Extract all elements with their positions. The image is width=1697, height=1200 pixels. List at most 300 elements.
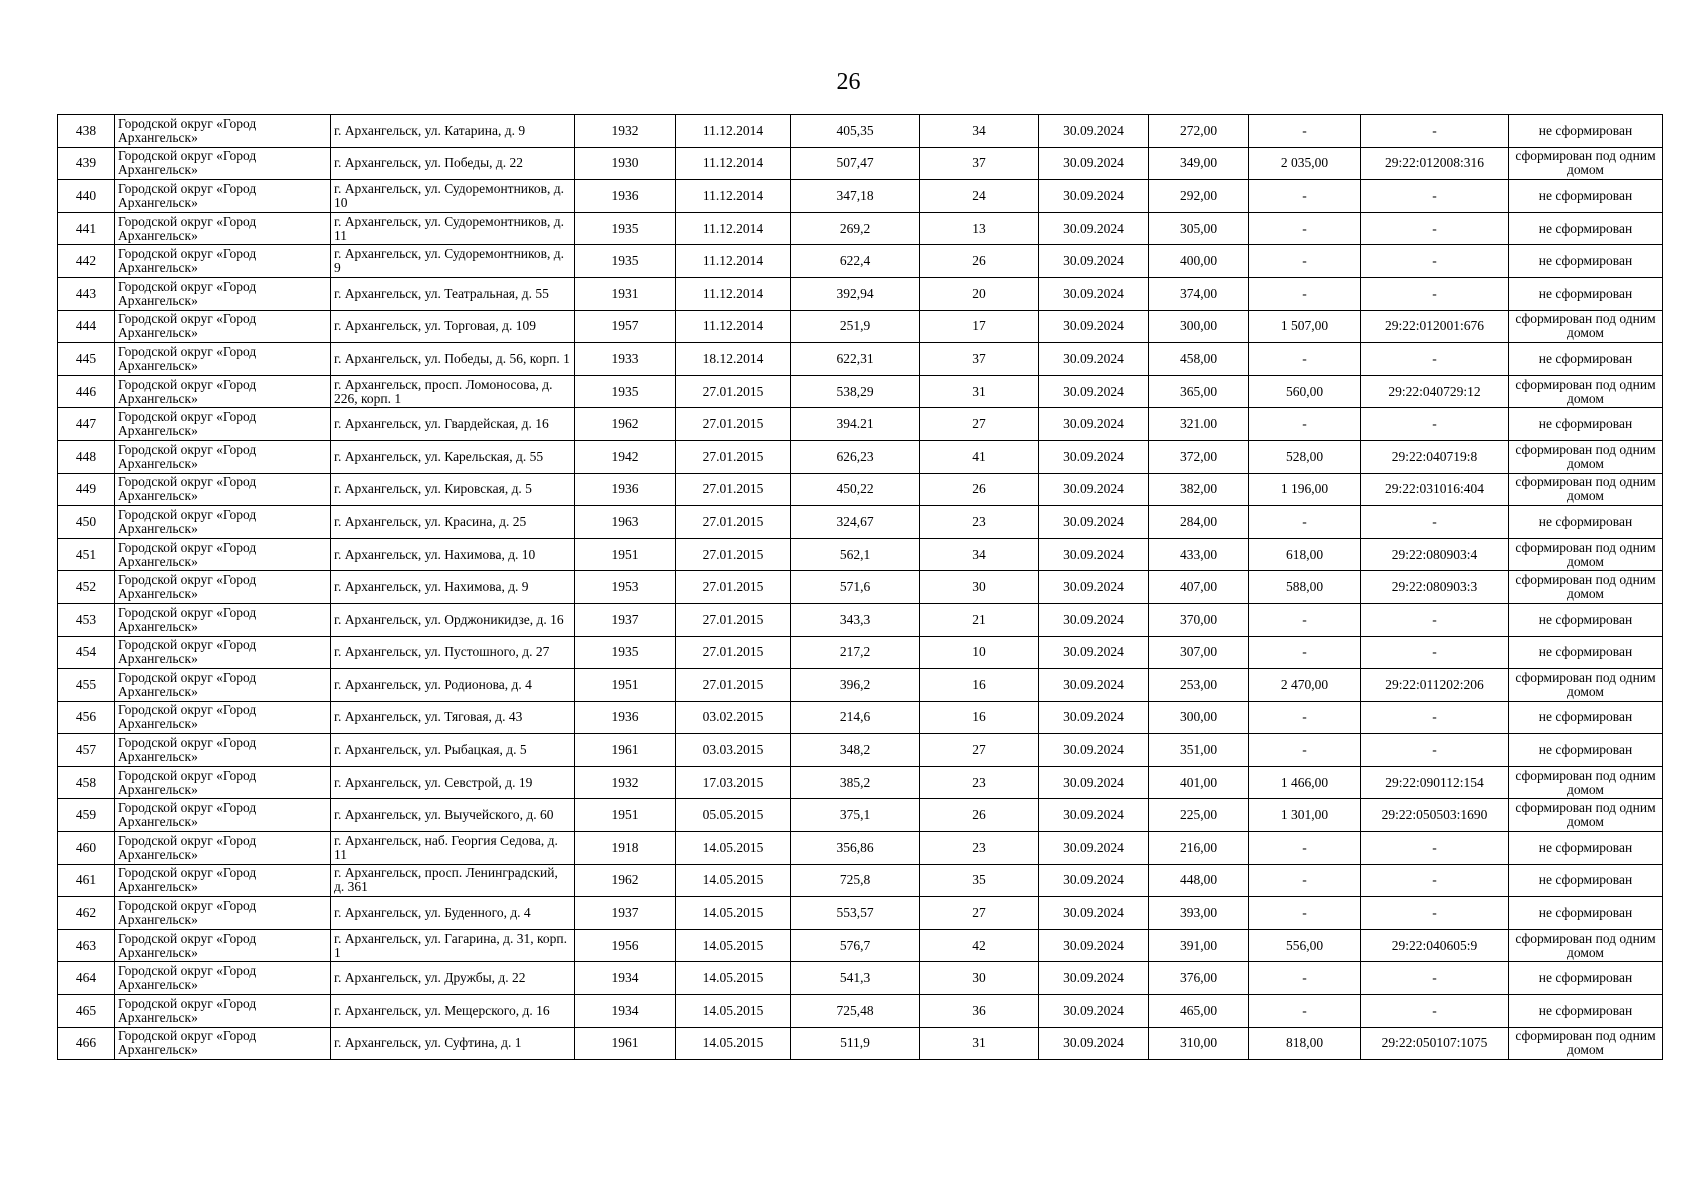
- cell-land-status: не сформирован: [1509, 864, 1663, 897]
- cell-residents: 16: [920, 701, 1039, 734]
- cell-land-status: сформирован под одним домом: [1509, 147, 1663, 180]
- cell-land-area: 216,00: [1149, 832, 1249, 865]
- cell-residents: 27: [920, 897, 1039, 930]
- cell-cadastral-number: -: [1361, 245, 1509, 278]
- cell-plot-area: 1 466,00: [1249, 766, 1361, 799]
- cell-row-number: 462: [58, 897, 115, 930]
- cell-land-status: не сформирован: [1509, 180, 1663, 213]
- cell-resettlement-date: 30.09.2024: [1039, 636, 1149, 669]
- cell-address: г. Архангельск, ул. Торговая, д. 109: [331, 310, 575, 343]
- cell-residents: 27: [920, 408, 1039, 441]
- table-row: [58, 147, 1663, 180]
- cell-municipality: Городской округ «Город Архангельск»: [115, 701, 331, 734]
- table-row: [58, 766, 1663, 799]
- cell-land-area: 448,00: [1149, 864, 1249, 897]
- cell-cadastral-number: 29:22:011202:206: [1361, 669, 1509, 702]
- cell-municipality: Городской округ «Город Архангельск»: [115, 473, 331, 506]
- cell-municipality: Городской округ «Город Архангельск»: [115, 669, 331, 702]
- cell-land-status: сформирован под одним домом: [1509, 571, 1663, 604]
- cell-resettlement-date: 30.09.2024: [1039, 408, 1149, 441]
- cell-municipality: Городской округ «Город Архангельск»: [115, 603, 331, 636]
- cell-land-status: сформирован под одним домом: [1509, 473, 1663, 506]
- cell-land-status: не сформирован: [1509, 832, 1663, 865]
- cell-land-status: не сформирован: [1509, 506, 1663, 539]
- cell-address: г. Архангельск, ул. Гагарина, д. 31, корп. 1: [331, 929, 575, 962]
- cell-cadastral-number: -: [1361, 212, 1509, 245]
- cell-row-number: 456: [58, 701, 115, 734]
- cell-plot-area: 588,00: [1249, 571, 1361, 604]
- cell-row-number: 451: [58, 538, 115, 571]
- cell-land-status: не сформирован: [1509, 212, 1663, 245]
- cell-resettlement-date: 30.09.2024: [1039, 343, 1149, 376]
- cell-residents: 13: [920, 212, 1039, 245]
- cell-land-area: 465,00: [1149, 995, 1249, 1028]
- cell-address: г. Архангельск, ул. Театральная, д. 55: [331, 277, 575, 310]
- cell-row-number: 463: [58, 929, 115, 962]
- cell-address: г. Архангельск, ул. Орджоникидзе, д. 16: [331, 603, 575, 636]
- housing-registry-table: [57, 114, 1663, 1060]
- cell-recognition-date: 11.12.2014: [676, 245, 791, 278]
- table-row: [58, 734, 1663, 767]
- cell-residents: 37: [920, 147, 1039, 180]
- cell-recognition-date: 27.01.2015: [676, 408, 791, 441]
- cell-row-number: 458: [58, 766, 115, 799]
- cell-municipality: Городской округ «Город Архангельск»: [115, 212, 331, 245]
- cell-resettlement-date: 30.09.2024: [1039, 277, 1149, 310]
- cell-row-number: 445: [58, 343, 115, 376]
- cell-plot-area: 556,00: [1249, 929, 1361, 962]
- cell-build-year: 1962: [575, 408, 676, 441]
- cell-address: г. Архангельск, ул. Судоремонтников, д. 10: [331, 180, 575, 213]
- cell-residents: 23: [920, 832, 1039, 865]
- cell-land-status: сформирован под одним домом: [1509, 669, 1663, 702]
- cell-municipality: Городской округ «Город Архангельск»: [115, 277, 331, 310]
- cell-total-area: 217,2: [791, 636, 920, 669]
- cell-residents: 37: [920, 343, 1039, 376]
- cell-land-status: не сформирован: [1509, 603, 1663, 636]
- cell-plot-area: -: [1249, 832, 1361, 865]
- cell-build-year: 1935: [575, 212, 676, 245]
- cell-recognition-date: 11.12.2014: [676, 180, 791, 213]
- cell-address: г. Архангельск, ул. Кировская, д. 5: [331, 473, 575, 506]
- cell-municipality: Городской округ «Город Архангельск»: [115, 766, 331, 799]
- cell-address: г. Архангельск, просп. Ломоносова, д. 226, корп. 1: [331, 375, 575, 408]
- cell-land-status: не сформирован: [1509, 343, 1663, 376]
- cell-resettlement-date: 30.09.2024: [1039, 1027, 1149, 1060]
- cell-recognition-date: 27.01.2015: [676, 440, 791, 473]
- cell-plot-area: -: [1249, 245, 1361, 278]
- cell-municipality: Городской округ «Город Архангельск»: [115, 147, 331, 180]
- cell-municipality: Городской округ «Город Архангельск»: [115, 115, 331, 148]
- cell-recognition-date: 18.12.2014: [676, 343, 791, 376]
- cell-municipality: Городской округ «Город Архангельск»: [115, 180, 331, 213]
- cell-resettlement-date: 30.09.2024: [1039, 701, 1149, 734]
- cell-total-area: 576,7: [791, 929, 920, 962]
- cell-residents: 26: [920, 473, 1039, 506]
- cell-resettlement-date: 30.09.2024: [1039, 799, 1149, 832]
- cell-address: г. Архангельск, ул. Победы, д. 22: [331, 147, 575, 180]
- cell-recognition-date: 14.05.2015: [676, 929, 791, 962]
- cell-land-area: 284,00: [1149, 506, 1249, 539]
- cell-land-area: 372,00: [1149, 440, 1249, 473]
- cell-build-year: 1936: [575, 701, 676, 734]
- cell-residents: 35: [920, 864, 1039, 897]
- cell-cadastral-number: -: [1361, 603, 1509, 636]
- cell-residents: 42: [920, 929, 1039, 962]
- cell-total-area: 375,1: [791, 799, 920, 832]
- cell-total-area: 622,31: [791, 343, 920, 376]
- cell-total-area: 356,86: [791, 832, 920, 865]
- cell-build-year: 1961: [575, 734, 676, 767]
- cell-recognition-date: 14.05.2015: [676, 832, 791, 865]
- cell-total-area: 507,47: [791, 147, 920, 180]
- cell-row-number: 465: [58, 995, 115, 1028]
- cell-cadastral-number: 29:22:031016:404: [1361, 473, 1509, 506]
- cell-total-area: 725,48: [791, 995, 920, 1028]
- cell-row-number: 443: [58, 277, 115, 310]
- cell-recognition-date: 27.01.2015: [676, 375, 791, 408]
- cell-land-area: 253,00: [1149, 669, 1249, 702]
- cell-build-year: 1951: [575, 538, 676, 571]
- cell-land-status: сформирован под одним домом: [1509, 766, 1663, 799]
- cell-plot-area: -: [1249, 636, 1361, 669]
- cell-municipality: Городской округ «Город Архангельск»: [115, 799, 331, 832]
- cell-plot-area: 2 035,00: [1249, 147, 1361, 180]
- table-row: [58, 669, 1663, 702]
- cell-plot-area: -: [1249, 995, 1361, 1028]
- cell-residents: 34: [920, 115, 1039, 148]
- cell-row-number: 447: [58, 408, 115, 441]
- cell-recognition-date: 11.12.2014: [676, 147, 791, 180]
- cell-address: г. Архангельск, ул. Судоремонтников, д. 11: [331, 212, 575, 245]
- cell-plot-area: 1 196,00: [1249, 473, 1361, 506]
- cell-total-area: 571,6: [791, 571, 920, 604]
- table-row: [58, 962, 1663, 995]
- cell-recognition-date: 14.05.2015: [676, 1027, 791, 1060]
- cell-build-year: 1956: [575, 929, 676, 962]
- cell-total-area: 553,57: [791, 897, 920, 930]
- cell-recognition-date: 11.12.2014: [676, 310, 791, 343]
- cell-residents: 30: [920, 962, 1039, 995]
- cell-recognition-date: 14.05.2015: [676, 962, 791, 995]
- cell-land-status: не сформирован: [1509, 115, 1663, 148]
- cell-recognition-date: 11.12.2014: [676, 277, 791, 310]
- cell-build-year: 1951: [575, 799, 676, 832]
- cell-residents: 20: [920, 277, 1039, 310]
- cell-total-area: 405,35: [791, 115, 920, 148]
- cell-cadastral-number: 29:22:012001:676: [1361, 310, 1509, 343]
- cell-land-area: 307,00: [1149, 636, 1249, 669]
- cell-municipality: Городской округ «Город Архангельск»: [115, 506, 331, 539]
- cell-address: г. Архангельск, ул. Катарина, д. 9: [331, 115, 575, 148]
- table-row: [58, 1027, 1663, 1060]
- cell-residents: 10: [920, 636, 1039, 669]
- cell-total-area: 511,9: [791, 1027, 920, 1060]
- cell-land-status: не сформирован: [1509, 636, 1663, 669]
- cell-municipality: Городской округ «Город Архангельск»: [115, 245, 331, 278]
- cell-land-status: сформирован под одним домом: [1509, 929, 1663, 962]
- cell-plot-area: -: [1249, 734, 1361, 767]
- cell-land-area: 433,00: [1149, 538, 1249, 571]
- cell-total-area: 562,1: [791, 538, 920, 571]
- cell-cadastral-number: -: [1361, 832, 1509, 865]
- cell-land-area: 400,00: [1149, 245, 1249, 278]
- table-row: [58, 440, 1663, 473]
- cell-land-area: 401,00: [1149, 766, 1249, 799]
- cell-residents: 16: [920, 669, 1039, 702]
- cell-recognition-date: 14.05.2015: [676, 864, 791, 897]
- cell-plot-area: -: [1249, 603, 1361, 636]
- cell-land-status: не сформирован: [1509, 995, 1663, 1028]
- cell-cadastral-number: -: [1361, 408, 1509, 441]
- cell-land-area: 305,00: [1149, 212, 1249, 245]
- cell-total-area: 385,2: [791, 766, 920, 799]
- cell-resettlement-date: 30.09.2024: [1039, 734, 1149, 767]
- cell-row-number: 449: [58, 473, 115, 506]
- cell-total-area: 343,3: [791, 603, 920, 636]
- table-row: [58, 929, 1663, 962]
- cell-recognition-date: 27.01.2015: [676, 538, 791, 571]
- cell-total-area: 541,3: [791, 962, 920, 995]
- cell-cadastral-number: -: [1361, 277, 1509, 310]
- cell-recognition-date: 27.01.2015: [676, 669, 791, 702]
- cell-residents: 17: [920, 310, 1039, 343]
- cell-build-year: 1935: [575, 375, 676, 408]
- table-row: [58, 212, 1663, 245]
- cell-address: г. Архангельск, ул. Карельская, д. 55: [331, 440, 575, 473]
- cell-address: г. Архангельск, ул. Красина, д. 25: [331, 506, 575, 539]
- cell-cadastral-number: 29:22:080903:3: [1361, 571, 1509, 604]
- cell-cadastral-number: -: [1361, 734, 1509, 767]
- cell-total-area: 348,2: [791, 734, 920, 767]
- cell-build-year: 1963: [575, 506, 676, 539]
- cell-land-area: 393,00: [1149, 897, 1249, 930]
- cell-address: г. Архангельск, ул. Севстрой, д. 19: [331, 766, 575, 799]
- cell-total-area: 538,29: [791, 375, 920, 408]
- cell-recognition-date: 27.01.2015: [676, 473, 791, 506]
- cell-cadastral-number: -: [1361, 636, 1509, 669]
- cell-plot-area: -: [1249, 277, 1361, 310]
- cell-address: г. Архангельск, ул. Гвардейская, д. 16: [331, 408, 575, 441]
- table-body: [58, 115, 1663, 1060]
- cell-total-area: 269,2: [791, 212, 920, 245]
- cell-plot-area: -: [1249, 701, 1361, 734]
- cell-total-area: 251,9: [791, 310, 920, 343]
- table-row: [58, 897, 1663, 930]
- cell-resettlement-date: 30.09.2024: [1039, 473, 1149, 506]
- cell-row-number: 455: [58, 669, 115, 702]
- cell-cadastral-number: -: [1361, 995, 1509, 1028]
- table-row: [58, 538, 1663, 571]
- cell-build-year: 1932: [575, 766, 676, 799]
- cell-plot-area: -: [1249, 506, 1361, 539]
- cell-recognition-date: 27.01.2015: [676, 603, 791, 636]
- cell-plot-area: -: [1249, 343, 1361, 376]
- cell-total-area: 725,8: [791, 864, 920, 897]
- cell-resettlement-date: 30.09.2024: [1039, 832, 1149, 865]
- cell-recognition-date: 03.03.2015: [676, 734, 791, 767]
- cell-residents: 23: [920, 506, 1039, 539]
- cell-municipality: Городской округ «Город Архангельск»: [115, 440, 331, 473]
- cell-total-area: 392,94: [791, 277, 920, 310]
- cell-cadastral-number: -: [1361, 506, 1509, 539]
- cell-build-year: 1936: [575, 180, 676, 213]
- table-row: [58, 375, 1663, 408]
- cell-recognition-date: 14.05.2015: [676, 897, 791, 930]
- cell-resettlement-date: 30.09.2024: [1039, 995, 1149, 1028]
- page-number: 26: [836, 69, 861, 95]
- table-row: [58, 115, 1663, 148]
- cell-municipality: Городской округ «Город Архангельск»: [115, 962, 331, 995]
- cell-build-year: 1936: [575, 473, 676, 506]
- cell-row-number: 439: [58, 147, 115, 180]
- cell-recognition-date: 11.12.2014: [676, 212, 791, 245]
- cell-resettlement-date: 30.09.2024: [1039, 538, 1149, 571]
- cell-plot-area: -: [1249, 115, 1361, 148]
- cell-cadastral-number: 29:22:012008:316: [1361, 147, 1509, 180]
- cell-municipality: Городской округ «Город Архангельск»: [115, 929, 331, 962]
- cell-municipality: Городской округ «Город Архангельск»: [115, 343, 331, 376]
- cell-municipality: Городской округ «Город Архангельск»: [115, 734, 331, 767]
- cell-residents: 36: [920, 995, 1039, 1028]
- cell-recognition-date: 11.12.2014: [676, 115, 791, 148]
- cell-build-year: 1935: [575, 636, 676, 669]
- cell-land-area: 374,00: [1149, 277, 1249, 310]
- cell-residents: 27: [920, 734, 1039, 767]
- cell-municipality: Городской округ «Город Архангельск»: [115, 310, 331, 343]
- cell-row-number: 460: [58, 832, 115, 865]
- cell-plot-area: -: [1249, 897, 1361, 930]
- cell-row-number: 438: [58, 115, 115, 148]
- cell-total-area: 622,4: [791, 245, 920, 278]
- cell-resettlement-date: 30.09.2024: [1039, 147, 1149, 180]
- cell-resettlement-date: 30.09.2024: [1039, 571, 1149, 604]
- cell-recognition-date: 27.01.2015: [676, 571, 791, 604]
- cell-recognition-date: 14.05.2015: [676, 995, 791, 1028]
- cell-municipality: Городской округ «Город Архангельск»: [115, 832, 331, 865]
- cell-resettlement-date: 30.09.2024: [1039, 603, 1149, 636]
- cell-land-area: 225,00: [1149, 799, 1249, 832]
- cell-plot-area: 618,00: [1249, 538, 1361, 571]
- cell-total-area: 324,67: [791, 506, 920, 539]
- cell-build-year: 1935: [575, 245, 676, 278]
- cell-row-number: 440: [58, 180, 115, 213]
- cell-cadastral-number: -: [1361, 962, 1509, 995]
- cell-address: г. Архангельск, ул. Рыбацкая, д. 5: [331, 734, 575, 767]
- table-row: [58, 408, 1663, 441]
- cell-plot-area: -: [1249, 212, 1361, 245]
- cell-plot-area: 528,00: [1249, 440, 1361, 473]
- cell-recognition-date: 27.01.2015: [676, 506, 791, 539]
- cell-address: г. Архангельск, ул. Суфтина, д. 1: [331, 1027, 575, 1060]
- cell-land-status: сформирован под одним домом: [1509, 799, 1663, 832]
- cell-land-area: 349,00: [1149, 147, 1249, 180]
- cell-cadastral-number: -: [1361, 701, 1509, 734]
- cell-cadastral-number: -: [1361, 897, 1509, 930]
- table-row: [58, 473, 1663, 506]
- cell-resettlement-date: 30.09.2024: [1039, 929, 1149, 962]
- cell-plot-area: -: [1249, 180, 1361, 213]
- cell-land-status: сформирован под одним домом: [1509, 440, 1663, 473]
- cell-cadastral-number: 29:22:050503:1690: [1361, 799, 1509, 832]
- cell-cadastral-number: -: [1361, 864, 1509, 897]
- cell-cadastral-number: -: [1361, 115, 1509, 148]
- cell-plot-area: -: [1249, 408, 1361, 441]
- cell-land-status: не сформирован: [1509, 701, 1663, 734]
- cell-land-area: 310,00: [1149, 1027, 1249, 1060]
- cell-cadastral-number: -: [1361, 180, 1509, 213]
- cell-resettlement-date: 30.09.2024: [1039, 962, 1149, 995]
- cell-row-number: 450: [58, 506, 115, 539]
- cell-build-year: 1934: [575, 962, 676, 995]
- cell-total-area: 347,18: [791, 180, 920, 213]
- cell-land-area: 351,00: [1149, 734, 1249, 767]
- cell-address: г. Архангельск, ул. Нахимова, д. 10: [331, 538, 575, 571]
- cell-land-status: сформирован под одним домом: [1509, 310, 1663, 343]
- cell-land-area: 300,00: [1149, 701, 1249, 734]
- cell-land-status: сформирован под одним домом: [1509, 1027, 1663, 1060]
- cell-residents: 24: [920, 180, 1039, 213]
- cell-land-status: не сформирован: [1509, 962, 1663, 995]
- cell-resettlement-date: 30.09.2024: [1039, 212, 1149, 245]
- cell-cadastral-number: 29:22:090112:154: [1361, 766, 1509, 799]
- cell-total-area: 396,2: [791, 669, 920, 702]
- table-row: [58, 277, 1663, 310]
- table-row: [58, 343, 1663, 376]
- cell-row-number: 442: [58, 245, 115, 278]
- cell-municipality: Городской округ «Город Архангельск»: [115, 375, 331, 408]
- cell-address: г. Архангельск, ул. Тяговая, д. 43: [331, 701, 575, 734]
- table-row: [58, 995, 1663, 1028]
- cell-build-year: 1933: [575, 343, 676, 376]
- cell-land-area: 370,00: [1149, 603, 1249, 636]
- cell-address: г. Архангельск, ул. Судоремонтников, д. 9: [331, 245, 575, 278]
- cell-land-area: 272,00: [1149, 115, 1249, 148]
- cell-build-year: 1934: [575, 995, 676, 1028]
- cell-land-area: 458,00: [1149, 343, 1249, 376]
- cell-resettlement-date: 30.09.2024: [1039, 766, 1149, 799]
- cell-land-status: не сформирован: [1509, 277, 1663, 310]
- cell-build-year: 1962: [575, 864, 676, 897]
- table-row: [58, 506, 1663, 539]
- cell-build-year: 1951: [575, 669, 676, 702]
- cell-plot-area: 1 301,00: [1249, 799, 1361, 832]
- table-row: [58, 799, 1663, 832]
- cell-address: г. Архангельск, ул. Победы, д. 56, корп. 1: [331, 343, 575, 376]
- cell-row-number: 444: [58, 310, 115, 343]
- cell-total-area: 450,22: [791, 473, 920, 506]
- cell-row-number: 454: [58, 636, 115, 669]
- cell-total-area: 214,6: [791, 701, 920, 734]
- cell-land-area: 376,00: [1149, 962, 1249, 995]
- cell-cadastral-number: 29:22:050107:1075: [1361, 1027, 1509, 1060]
- cell-build-year: 1953: [575, 571, 676, 604]
- cell-resettlement-date: 30.09.2024: [1039, 506, 1149, 539]
- cell-plot-area: -: [1249, 962, 1361, 995]
- cell-municipality: Городской округ «Город Архангельск»: [115, 538, 331, 571]
- cell-resettlement-date: 30.09.2024: [1039, 375, 1149, 408]
- cell-plot-area: 560,00: [1249, 375, 1361, 408]
- cell-residents: 26: [920, 245, 1039, 278]
- cell-municipality: Городской округ «Город Архангельск»: [115, 1027, 331, 1060]
- cell-address: г. Архангельск, наб. Георгия Седова, д. 11: [331, 832, 575, 865]
- cell-municipality: Городской округ «Город Архангельск»: [115, 636, 331, 669]
- cell-build-year: 1961: [575, 1027, 676, 1060]
- cell-row-number: 453: [58, 603, 115, 636]
- cell-land-status: не сформирован: [1509, 245, 1663, 278]
- cell-row-number: 448: [58, 440, 115, 473]
- cell-residents: 31: [920, 1027, 1039, 1060]
